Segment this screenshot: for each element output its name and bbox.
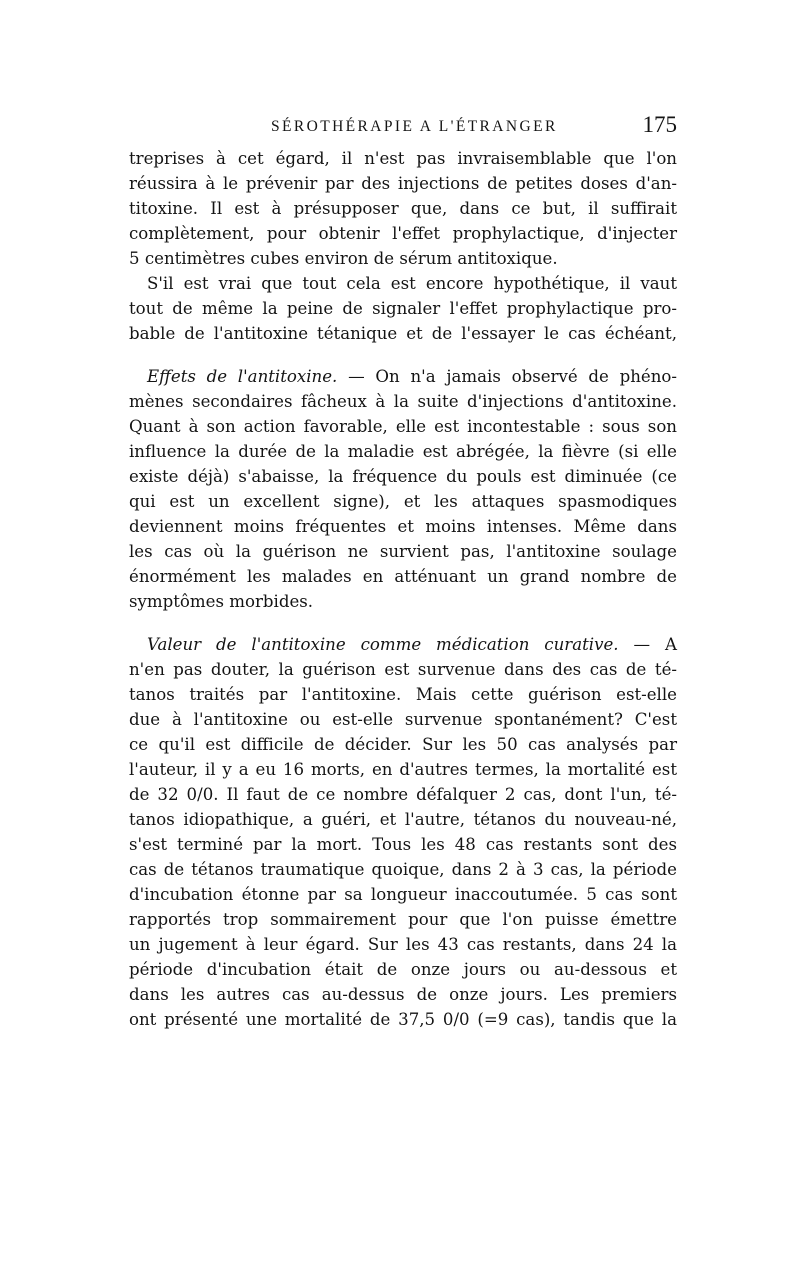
text-line: cas de tétanos traumatique quoique, dans 2 à 3 cas, la période xyxy=(129,860,677,879)
text-line: de 32 0/0. Il faut de ce nombre défalquer 2 cas, dont l'un, té- xyxy=(129,785,677,804)
text-line: symptômes morbides. xyxy=(129,592,314,611)
text-line: l'auteur, il y a eu 16 morts, en d'autres termes, la mortalité est xyxy=(129,760,677,779)
text-line: Quant à son action favorable, elle est incontestable : sous son xyxy=(129,417,677,436)
text-line: due à l'antitoxine ou est-elle survenue spontanément? C'est xyxy=(129,710,677,729)
text-line: s'est terminé par la mort. Tous les 48 cas restants sont des xyxy=(129,835,677,854)
text-line: titoxine. Il est à présupposer que, dans ce but, il suffirait xyxy=(129,199,677,218)
text-line: dans les autres cas au-dessus de onze jours. Les premiers xyxy=(129,985,677,1004)
text-line: qui est un excellent signe), et les attaques spasmodiques xyxy=(129,492,677,511)
text-line: S'il est vrai que tout cela est encore hypothétique, il vaut xyxy=(147,274,677,293)
text-fragment: — A xyxy=(618,635,677,654)
text-line: existe déjà) s'abaisse, la fréquence du pouls est diminuée (ce xyxy=(129,467,677,486)
text-line: un jugement à leur égard. Sur les 43 cas restants, dans 24 la xyxy=(129,935,677,954)
paragraph-effets xyxy=(129,364,677,614)
text-line: période d'incubation était de onze jours ou au-dessous et xyxy=(129,960,677,979)
text-line: mènes secondaires fâcheux à la suite d'injections d'antitoxine. xyxy=(129,392,677,411)
text-line: ont présenté une mortalité de 37,5 0/0 (=9 cas), tandis que la xyxy=(129,1010,677,1029)
paragraph-gap xyxy=(129,614,677,632)
paragraph-2 xyxy=(129,271,677,346)
text-line: tanos idiopathique, a guéri, et l'autre, tétanos du nouveau-né, xyxy=(129,810,677,829)
text-line: énormément les malades en atténuant un grand nombre de xyxy=(129,567,677,586)
text-line: deviennent moins fréquentes et moins intenses. Même dans xyxy=(129,517,677,536)
text-line: influence la durée de la maladie est abrégée, la fièvre (si elle xyxy=(129,442,677,461)
text-line: bable de l'antitoxine tétanique et de l'essayer le cas échéant, xyxy=(129,324,677,343)
text-line: rapportés trop sommairement pour que l'on puisse émettre xyxy=(129,910,677,929)
text-line xyxy=(129,364,677,389)
text-line: complètement, pour obtenir l'effet prophylactique, d'injecter xyxy=(129,224,677,243)
section-heading-effets: Effets de l'antitoxine. xyxy=(147,367,338,386)
text-line: n'en pas douter, la guérison est survenue dans des cas de té- xyxy=(129,660,677,679)
text-line: tanos traités par l'antitoxine. Mais cette guérison est-elle xyxy=(129,685,677,704)
text-line xyxy=(129,632,677,657)
text-line: tout de même la peine de signaler l'effet prophylactique pro- xyxy=(129,299,677,318)
paragraph-gap xyxy=(129,346,677,364)
text-line: les cas où la guérison ne survient pas, l'antitoxine soulage xyxy=(129,542,677,561)
section-heading-valeur: Valeur de l'antitoxine comme médication curative. xyxy=(147,635,619,654)
text-line: ce qu'il est difficile de décider. Sur les 50 cas analysés par xyxy=(129,735,677,754)
page-header xyxy=(129,112,677,142)
text-fragment: — On n'a jamais observé de phéno- xyxy=(337,367,677,386)
paragraph-1 xyxy=(129,146,677,271)
book-page xyxy=(129,112,677,1032)
text-line: treprises à cet égard, il n'est pas invraisemblable que l'on xyxy=(129,149,677,168)
paragraph-valeur xyxy=(129,632,677,1032)
text-line: 5 centimètres cubes environ de sérum antitoxique. xyxy=(129,249,558,268)
page-number: 175 xyxy=(642,112,677,137)
running-title: SÉROTHÉRAPIE A L'ÉTRANGER xyxy=(271,118,558,135)
text-line: d'incubation étonne par sa longueur inaccoutumée. 5 cas sont xyxy=(129,885,677,904)
text-line: réussira à le prévenir par des injections de petites doses d'an- xyxy=(129,174,677,193)
